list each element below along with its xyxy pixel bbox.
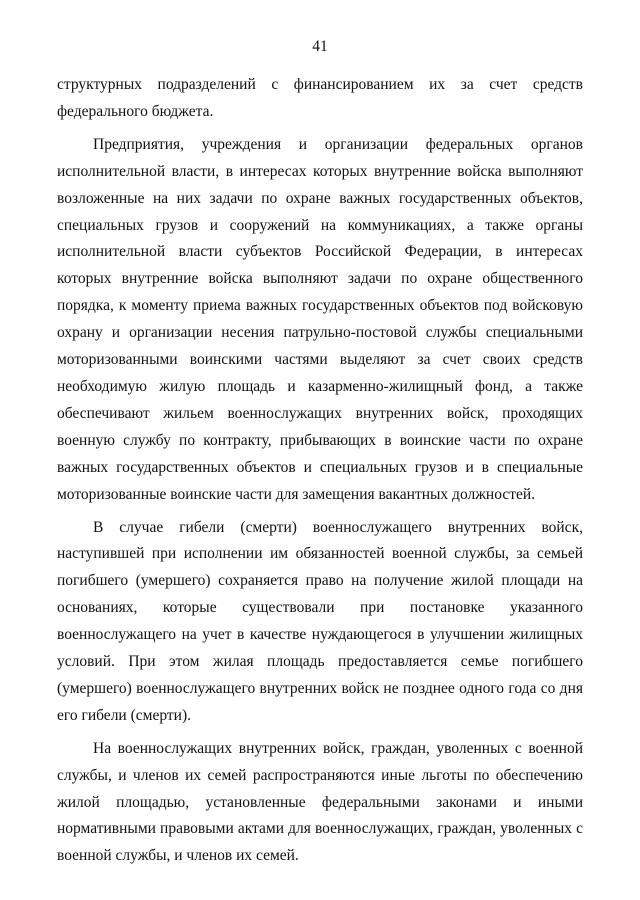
page-number: 41 [312, 38, 328, 55]
paragraph-benefits: На военнослужащих внутренних войск, граждан, уволенных с военной службы, и членов их семей распространяются иные льготы по обеспечению жилой площадью, установленные федеральными законами и иными нормативными правовыми актами для военнослужащих, граждан, уволенных с военной службы, и членов их семей. [57, 739, 583, 865]
paragraph-death-case: В случае гибели (смерти) военнослужащего внутренних войск, наступившей при исполнении им обязанностей военной службы, за семьей погибшего (умершего) сохраняется право на получение жилой площади на основаниях, которые существовали при постановке указанного военнослужащего на учет в качестве нуждающегося в улучшении жилищных условий. При этом жилая площадь предоставляется семье погибшего (умершего) военнослужащего внутренних войск не позднее одного года со дня его гибели (смерти). [57, 518, 583, 724]
document-body [57, 72, 583, 870]
paragraph-enterprises: Предприятия, учреждения и организации федеральных органов исполнительной власти, в интересах которых внутренние войска выполняют возложенные на них задачи по охране важных государственных объектов, специальных грузов и сооружений на коммуникациях, а также органы исполнительной власти субъектов Российской Федерации, в интересах которых внутренние войска выполняют задачи по охране общественного порядка, к моменту приема важных государственных объектов под войсковую охрану и организации несения патрульно-постовой службы специальными моторизованными воинскими частями выделяют за счет своих средств необходимую жилую площадь и казарменно-жилищный фонд, а также обеспечивают жильем военнослужащих внутренних войск, проходящих военную службу по контракту, прибывающих в воинские части по охране важных государственных объектов и специальных грузов и в специальные моторизованные воинские части для замещения вакантных должностей. [57, 135, 583, 503]
paragraph-continuation: структурных подразделений с финансированием их за счет средств федерального бюджета. [57, 76, 583, 120]
